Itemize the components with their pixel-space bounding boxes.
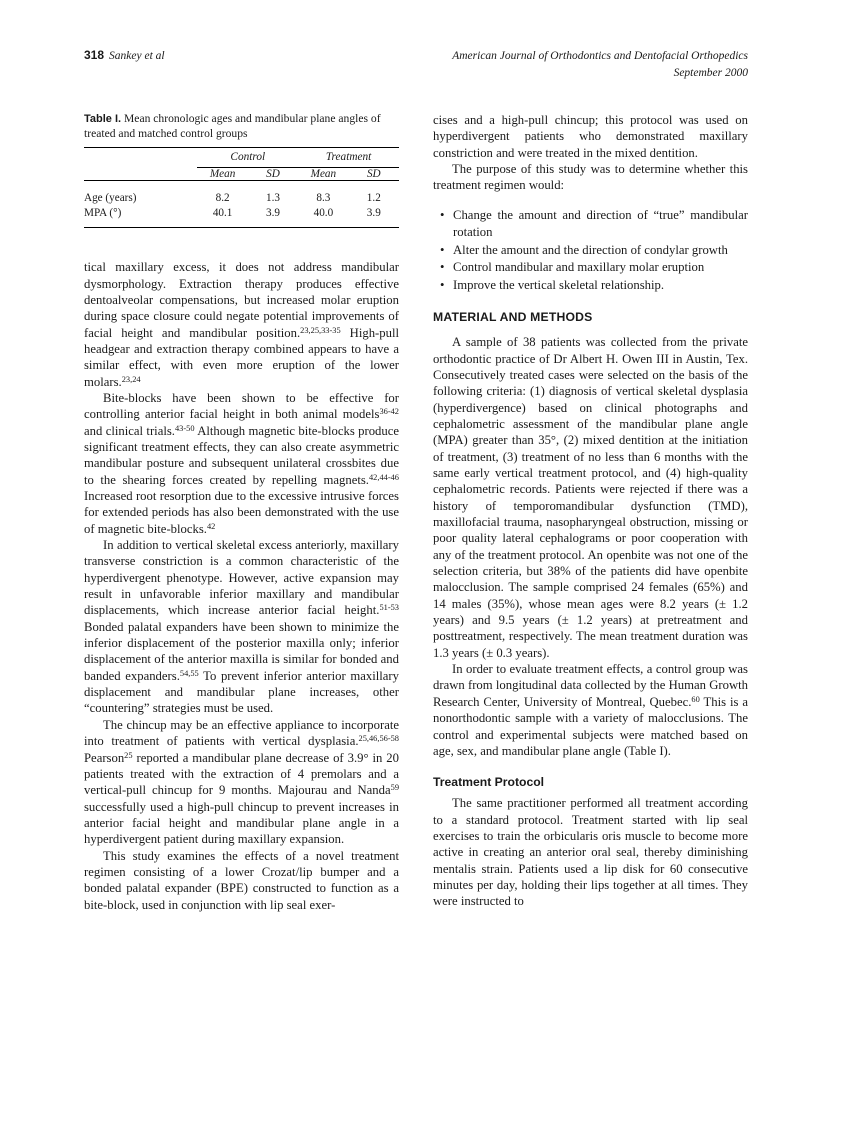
table-group-header-row [84, 151, 399, 163]
paragraph-text: Bonded palatal expanders have been shown to minimize the inferior displacement of the posterior maxilla only; inferior displacement of the anterior maxilla is similar for bonded and banded expanders. [84, 619, 399, 683]
paragraph-text: reported a mandibular plane decrease of 3.9° in 20 patients treated with the extraction of 4 premolars and a vertical-pull chincup for 9 months. Majourau and Nanda [84, 750, 399, 798]
table-caption-text: Mean chronologic ages and mandibular plane angles of treated and matched control groups [84, 112, 381, 140]
paragraph-sample: A sample of 38 patients was collected from the private orthodontic practice of Dr Albert H. Owen III in Austin, Tex. Consecutively treated cases were selected on the basis of the following criteria: (1) diagnosis of vertical skeletal dysplasia (hyperdivergence) based on clinical photographs and cephalometric assessment of the mandibular plane angle (MPA) greater than 35°, (2) mixed dentition at the initiation of treatment, (3) treatment of no less than 6 months with the same early vertical treatment protocol, and (4) high-quality cephalometric records. Patients were rejected if there was a history of temporomandibular dysfunction (TMD), maxillofacial trauma, nasopharyngeal obstruction, missing or poor quality lateral cephalograms or poor cooperation with any of the treatment protocol. An openbite was not one of the selection criteria, but 38% of the patients did have openbite malocclusion. The sample comprised 24 females (65%) and 14 males (35%), whose mean ages were 8.2 years (± 1.2 years) and 9.5 years (± 1.2 years) at pretreatment and posttreatment, respectively. The mean treatment duration was 1.3 years (± 0.3 years). [433, 335, 748, 660]
running-head [84, 48, 748, 90]
paragraph-text: successfully used a high-pull chincup to prevent increases in anterior facial height and mandibular plane angle in a hyperdivergent patient during maxillary expansion. [84, 799, 399, 847]
table-cell-value: 8.2 [215, 192, 230, 205]
paragraph-continued: cises and a high-pull chincup; this protocol was used on hyperdivergent patients who demonstrated maxillary constriction and were treated in the mixed dentition. [433, 113, 748, 160]
list-item [433, 259, 748, 276]
table-subheader-control-mean: Mean [209, 168, 236, 181]
left-column [84, 112, 399, 913]
table-cell-value: 3.9 [266, 207, 280, 220]
list-item-label: Improve the vertical skeletal relationship. [453, 278, 665, 293]
table-subheader-treatment-mean: Mean [310, 168, 337, 181]
paragraph-text: In addition to vertical skeletal excess anteriorly, maxillary transverse constriction is a common characteristic of the hyperdivergent phenotype. However, active expansion may result in unfavorable inferior maxillary and mandibular displacements, which increase anterior facial height. [84, 538, 399, 618]
paragraph-text: This is a nonorthodontic sample with a variety of malocclusions. The control and experimental subjects were matched based on age, sex, and mandibular plane angle (Table I). [433, 694, 748, 758]
aims-list [433, 207, 748, 295]
table-subheader-control-sd: SD [266, 168, 280, 181]
table-body-spacer [84, 233, 399, 259]
paragraph-continued [84, 259, 399, 390]
citation-ref: 54,55 [179, 668, 199, 678]
table-cell-value: 8.3 [316, 192, 331, 205]
paragraph-text: Increased root resorption due to the excessive intrusive forces for extended periods has also been demonstrated with the use of magnetic bite-blocks. [84, 489, 399, 536]
citation-ref: 23,24 [121, 374, 141, 384]
paragraph-text: and clinical trials. [84, 423, 175, 438]
paragraph-text: In order to evaluate treatment effects, a control group was drawn from longitudinal data collected by the Human Growth Research Center, University of Montreal, Quebec. [433, 662, 748, 709]
list-item [433, 277, 748, 294]
paragraph-study-scope: This study examines the effects of a novel treatment regimen consisting of a lower Crozat/lip bumper and a bonded palatal expander (BPE) constructed to function as a bite-block, used in conjunction with lip seal exer- [84, 848, 399, 912]
citation-ref: 25,46,56-58 [358, 734, 399, 744]
table-caption [84, 112, 399, 141]
table-subheader-treatment-sd: SD [366, 168, 381, 181]
journal-title: American Journal of Orthodontics and Dentofacial Orthopedics [452, 50, 748, 62]
table-row [84, 184, 399, 206]
table-cell-row-label: Age (years) [84, 192, 137, 205]
table-cell-value: 1.3 [266, 192, 280, 205]
page-folio: 318 [84, 48, 105, 62]
table-group-header-treatment: Treatment [325, 151, 372, 164]
citation-ref: 36-42 [379, 407, 399, 417]
table-cell-value: 3.9 [366, 207, 381, 220]
table-rule-bottom [84, 228, 399, 232]
table-label: Table I. [84, 113, 122, 125]
running-head-left [84, 48, 165, 62]
running-head-authors: Sankey et al [109, 50, 165, 62]
table-cell-row-label: MPA (°) [84, 207, 122, 220]
table-row [84, 206, 399, 228]
citation-ref: 60 [691, 695, 700, 705]
paragraph-text: Bite-blocks have been shown to be effective for controlling anterior facial height in both animal models [84, 390, 399, 422]
bullet-icon: • [440, 260, 445, 275]
bullet-icon: • [440, 242, 445, 257]
citation-ref: 23,25,33-35 [300, 325, 341, 335]
paragraph-protocol: The same practitioner performed all treatment according to a standard protocol. Treatment started with lip seal exercises to train the orbicularis oris muscle to become more active in creating an anterior oral seal, thereby diminishing mentalis strain. Patients used a lip disk for 60 consecutive minutes per day, holding their lips together at all times. They were instructed to [433, 796, 748, 909]
right-column [433, 112, 748, 913]
citation-ref: 42,44-46 [368, 472, 399, 482]
paragraph-text: tical maxillary excess, it does not address mandibular dysmorphology. Extraction therapy produces effective dentoalveolar compensations, but increased molar eruption during space closure could negate potential improvements of facial height and mandibular position. [84, 260, 399, 340]
paragraph-text: Pearson [84, 750, 125, 765]
paragraph-control-group [433, 661, 748, 759]
citation-ref: 43-50 [174, 423, 195, 433]
paragraph-chincup [84, 717, 399, 848]
table-group-header-control: Control [230, 151, 266, 164]
paragraph-text: To prevent inferior anterior maxillary displacement and mandibular plane increases, other “countering” strategies must be used. [84, 668, 399, 716]
running-head-right [452, 48, 748, 82]
paragraph-text: Although magnetic bite-blocks produce significant treatment effects, they can also create asymmetric mandibular posture and subsequent unilateral crossbites due to the shearing forces created by repelling magnets. [84, 423, 400, 487]
bullet-icon: • [440, 278, 445, 293]
table-cell-value: 40.1 [212, 207, 233, 220]
citation-ref: 42 [206, 521, 216, 531]
citation-ref: 59 [390, 783, 399, 793]
list-item-label: Change the amount and direction of “true” mandibular rotation [453, 207, 748, 239]
list-item-label: Alter the amount and the direction of condylar growth [453, 242, 728, 257]
table-ages-mpa [84, 147, 399, 231]
citation-ref: 51-53 [379, 603, 399, 613]
paragraph-biteblocks [84, 390, 399, 537]
list-item [433, 207, 748, 241]
paragraph-transverse [84, 537, 399, 717]
list-item-label: Control mandibular and maxillary molar eruption [453, 260, 705, 275]
section-heading-material-and-methods: MATERIAL AND METHODS [433, 310, 593, 325]
citation-ref: 25 [124, 750, 133, 760]
list-item [433, 242, 748, 259]
bullet-icon: • [440, 207, 445, 222]
table-subheader-blank [84, 168, 197, 181]
subsection-heading-treatment-protocol: Treatment Protocol [433, 775, 545, 790]
paragraph-text: The chincup may be an effective appliance to incorporate into treatment of patients with vertical dysplasia. [84, 717, 399, 749]
table-subheader-row [84, 168, 399, 181]
issue-date: September 2000 [673, 67, 748, 79]
table-cell-value: 40.0 [313, 207, 334, 220]
table-cell-value: 1.2 [366, 192, 381, 205]
table-group-header-blank [84, 151, 197, 163]
paragraph-purpose: The purpose of this study was to determine whether this treatment regimen would: [433, 162, 748, 193]
two-column-body [84, 112, 748, 913]
paragraph-text: High-pull headgear and extraction therapy combined appears to have a similar effect, with even more eruption of the lower molars. [84, 325, 400, 389]
